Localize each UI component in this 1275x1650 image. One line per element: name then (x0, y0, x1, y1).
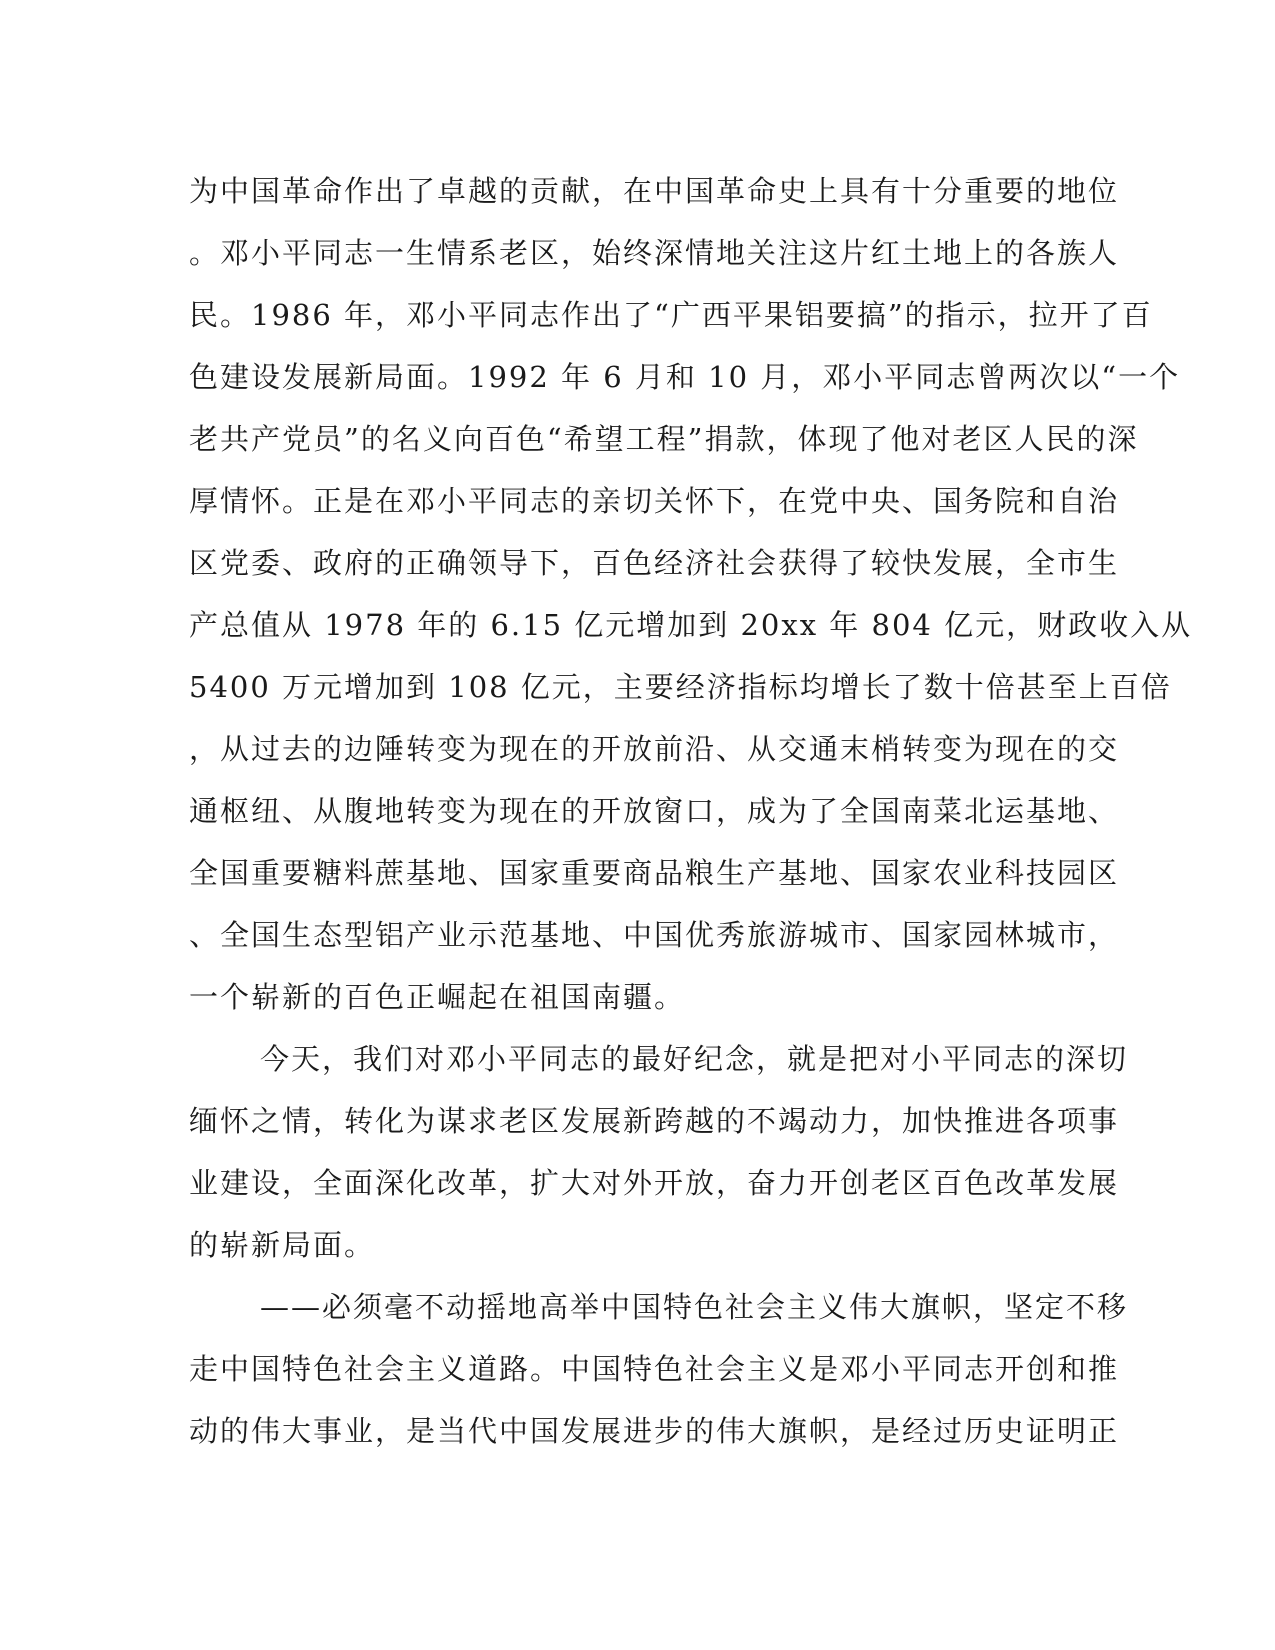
text-line: 厚情怀。正是在邓小平同志的亲切关怀下，在党中央、国务院和自治 (189, 484, 1120, 518)
text-line: 动的伟大事业，是当代中国发展进步的伟大旗帜，是经过历史证明正 (189, 1414, 1120, 1448)
text-line: 。邓小平同志一生情系老区，始终深情地关注这片红土地上的各族人 (189, 236, 1120, 270)
text-line: 走中国特色社会主义道路。中国特色社会主义是邓小平同志开创和推 (189, 1352, 1120, 1386)
text-line: 5400 万元增加到 108 亿元，主要经济指标均增长了数十倍甚至上百倍 (189, 670, 1172, 704)
text-line: ，从过去的边陲转变为现在的开放前沿、从交通末梢转变为现在的交 (189, 732, 1120, 766)
text-line: ——必须毫不动摇地高举中国特色社会主义伟大旗帜，坚定不移 (260, 1290, 1129, 1324)
text-line: 为中国革命作出了卓越的贡献，在中国革命史上具有十分重要的地位 (189, 174, 1120, 208)
text-line: 产总值从 1978 年的 6.15 亿元增加到 20xx 年 804 亿元，财政收入从 (189, 608, 1193, 642)
text-line: 、全国生态型铝产业示范基地、中国优秀旅游城市、国家园林城市， (189, 918, 1120, 952)
text-line: 通枢纽、从腹地转变为现在的开放窗口，成为了全国南菜北运基地、 (189, 794, 1120, 828)
text-line: 民。1986 年，邓小平同志作出了“广西平果铝要搞”的指示，拉开了百 (189, 298, 1153, 332)
text-line: 今天，我们对邓小平同志的最好纪念，就是把对小平同志的深切 (260, 1042, 1129, 1076)
body-text (189, 160, 1193, 1462)
text-line: 一个崭新的百色正崛起在祖国南疆。 (189, 980, 686, 1014)
text-line: 业建设，全面深化改革，扩大对外开放，奋力开创老区百色改革发展 (189, 1166, 1120, 1200)
text-line: 缅怀之情，转化为谋求老区发展新跨越的不竭动力，加快推进各项事 (189, 1104, 1120, 1138)
text-line: 的崭新局面。 (189, 1228, 376, 1262)
text-line: 区党委、政府的正确领导下，百色经济社会获得了较快发展，全市生 (189, 546, 1120, 580)
text-line: 老共产党员”的名义向百色“希望工程”捐款，体现了他对老区人民的深 (189, 422, 1139, 456)
text-line: 全国重要糖料蔗基地、国家重要商品粮生产基地、国家农业科技园区 (189, 856, 1120, 890)
text-line: 色建设发展新局面。1992 年 6 月和 10 月，邓小平同志曾两次以“一个 (189, 360, 1181, 394)
